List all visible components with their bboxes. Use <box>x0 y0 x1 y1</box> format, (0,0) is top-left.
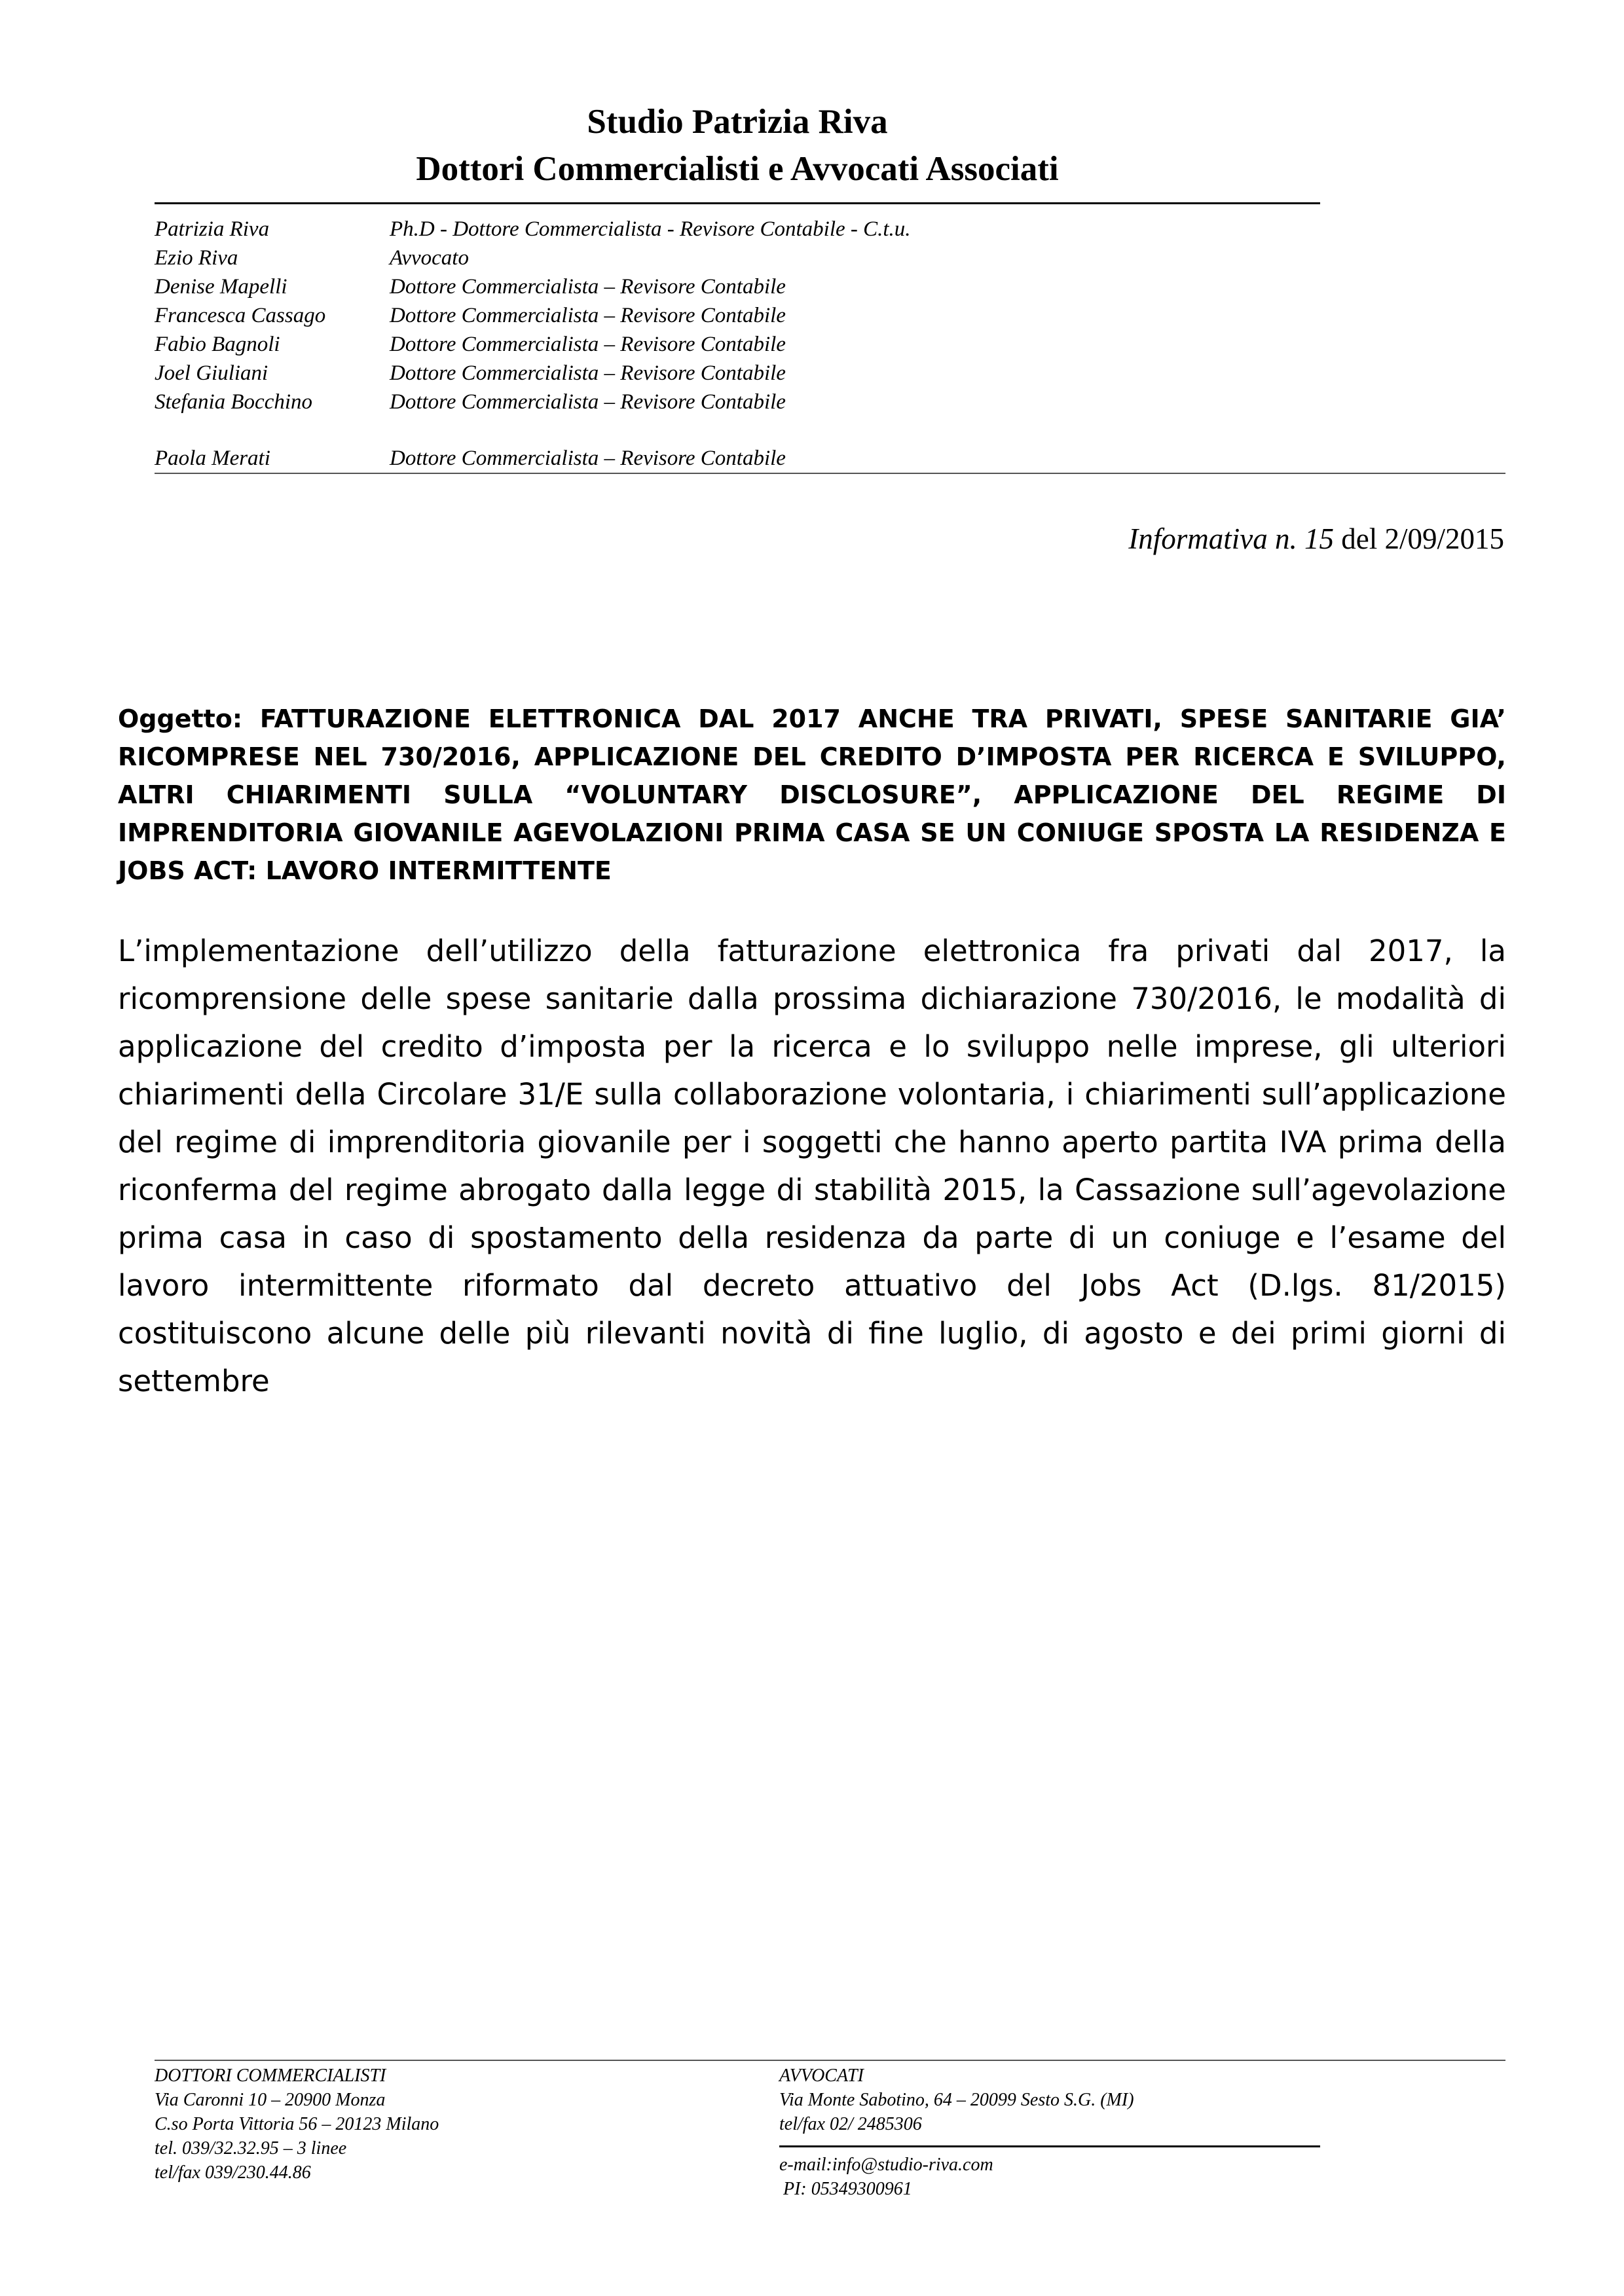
staff-row <box>155 215 911 244</box>
staff-role: Dottore Commercialista – Revisore Contabile <box>390 446 786 470</box>
staff-row <box>155 444 911 473</box>
staff-name: Ezio Riva <box>155 246 238 270</box>
staff-row <box>155 359 911 388</box>
footer-fax: tel/fax 039/230.44.86 <box>155 2162 311 2183</box>
staff-name: Francesca Cassago <box>155 304 326 327</box>
subject-heading: Oggetto: FATTURAZIONE ELETTRONICA DAL 2017 ANCHE TRA PRIVATI, SPESE SANITARIE GIA’ RICOMPRESE NEL 730/2016, APPLICAZIONE DEL CREDITO D’IMPOSTA PER RICERCA E SVILUPPO, ALTRI CHIARIMENTI SULLA “VOLUNTARY DISCLOSURE”, APPLICAZIONE DEL REGIME DI IMPRENDITORIA GIOVANILE AGEVOLAZIONI PRIMA CASA SE UN CONIUGE SPOSTA LA RESIDENZA E JOBS ACT: LAVORO INTERMITTENTE <box>118 704 1506 885</box>
staff-role: Dottore Commercialista – Revisore Contabile <box>390 304 786 327</box>
staff-role: Dottore Commercialista – Revisore Contabile <box>390 333 786 356</box>
staff-role: Avvocato <box>390 246 469 270</box>
footer-address: Via Caronni 10 – 20900 Monza <box>155 2090 386 2110</box>
body-paragraph: L’implementazione dell’utilizzo della fatturazione elettronica fra privati dal 2017, la ricomprensione delle spese sanitarie dalla prossima dichiarazione 730/2016, le modalità di applicazione del credito d’imposta per la ricerca e lo sviluppo nelle imprese, gli ulteriori chiarimenti della Circolare 31/E sulla collaborazione volontaria, i chiarimenti sull’applicazione del regime di imprenditoria giovanile per i soggetti che hanno aperto partita IVA prima della riconferma del regime abrogato dalla legge di stabilità 2015, la Cassazione sull’agevolazione prima casa in caso di spostamento della residenza da parte di un coniuge e l’esame del lavoro intermittente riformato dal decreto attuativo del Jobs Act (D.lgs. 81/2015) costituiscono alcune delle più rilevanti novità di fine luglio, di agosto e dei primi giorni di settembre <box>118 934 1506 1398</box>
footer-phone: tel. 039/32.32.95 – 3 linee <box>155 2138 347 2159</box>
staff-name: Joel Giuliani <box>155 361 268 385</box>
footer-fax: tel/fax 02/ 2485306 <box>779 2114 922 2134</box>
staff-row <box>155 330 911 359</box>
staff-role: Dottore Commercialista – Revisore Contabile <box>390 390 786 414</box>
staff-name: Paola Merati <box>155 446 270 470</box>
footer-heading: DOTTORI COMMERCIALISTI <box>155 2066 386 2086</box>
footer-address: C.so Porta Vittoria 56 – 20123 Milano <box>155 2114 439 2134</box>
footer-vat: PI: 05349300961 <box>783 2179 912 2199</box>
staff-role: Dottore Commercialista – Revisore Contabile <box>390 275 786 299</box>
letterhead <box>155 98 1320 192</box>
footer-avvocati <box>779 2064 1320 2201</box>
staff-row <box>155 272 911 301</box>
informativa-date: del 2/09/2015 <box>1341 522 1504 555</box>
staff-name: Denise Mapelli <box>155 275 287 299</box>
staff-name: Patrizia Riva <box>155 217 270 241</box>
staff-list <box>155 215 911 473</box>
staff-name: Stefania Bocchino <box>155 390 313 414</box>
letterhead-divider <box>155 202 1320 204</box>
staff-role: Dottore Commercialista – Revisore Contabile <box>390 361 786 385</box>
footer-divider <box>155 2060 1505 2061</box>
footer-email: e-mail:info@studio-riva.com <box>779 2155 993 2175</box>
informativa-reference <box>1128 519 1504 558</box>
staff-name: Fabio Bagnoli <box>155 333 280 356</box>
staff-divider <box>155 473 1505 474</box>
staff-row <box>155 301 911 330</box>
footer-commercialisti <box>155 2064 439 2185</box>
informativa-number: Informativa n. 15 <box>1128 522 1335 555</box>
staff-row <box>155 244 911 272</box>
staff-role: Ph.D - Dottore Commercialista - Revisore Contabile - C.t.u. <box>390 217 911 241</box>
staff-row <box>155 388 911 416</box>
studio-subtitle: Dottori Commercialisti e Avvocati Associati <box>416 150 1059 188</box>
footer-address: Via Monte Sabotino, 64 – 20099 Sesto S.G. (MI) <box>779 2090 1134 2110</box>
studio-name: Studio Patrizia Riva <box>587 103 888 141</box>
footer-right-divider <box>779 2145 1320 2147</box>
staff-spacer <box>155 416 911 444</box>
footer-heading: AVVOCATI <box>779 2066 864 2086</box>
